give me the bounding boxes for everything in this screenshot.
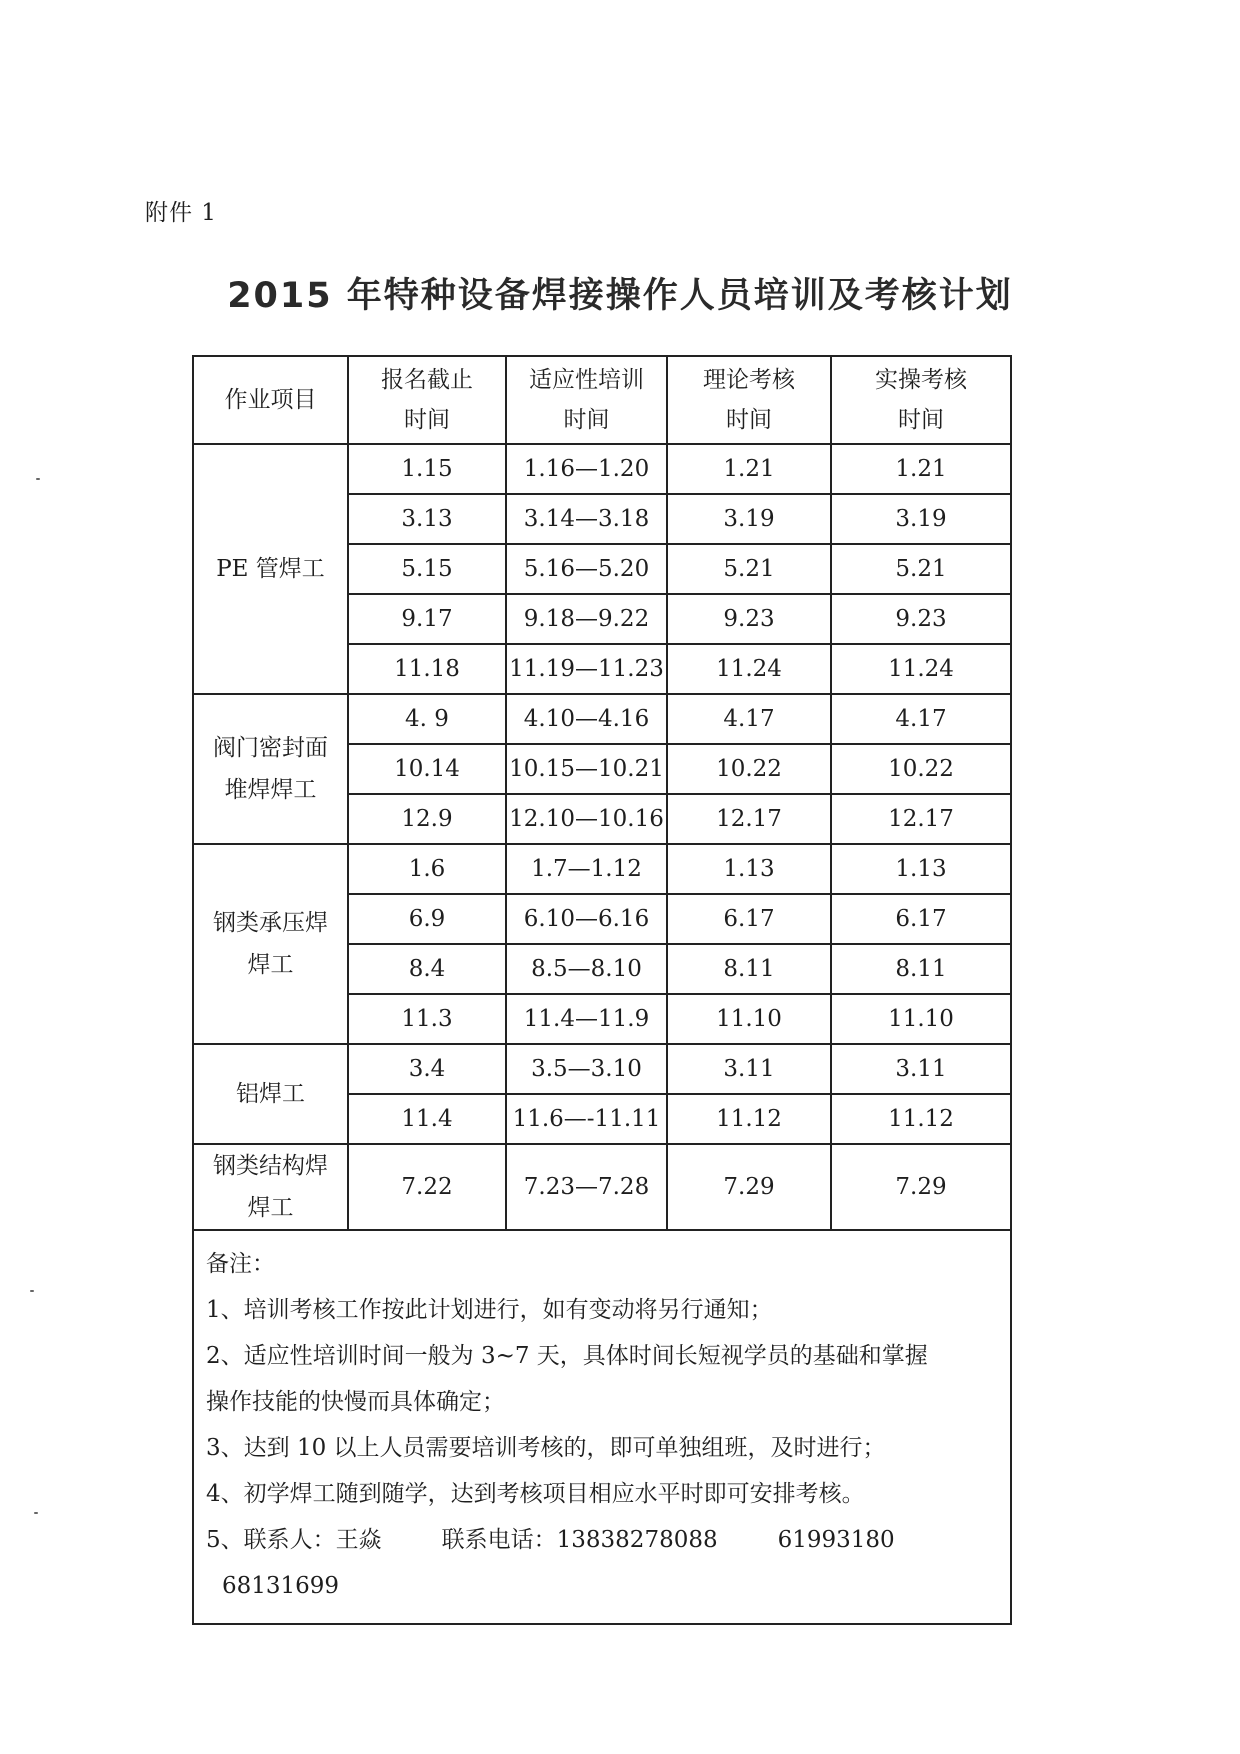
category-cell bbox=[193, 1144, 348, 1230]
theory-exam-cell: 3.11 bbox=[667, 1044, 831, 1094]
table-body bbox=[193, 356, 1011, 1230]
category-text: 铝焊工 bbox=[236, 1081, 305, 1107]
scan-speck bbox=[36, 478, 40, 480]
theory-exam-cell: 9.23 bbox=[667, 594, 831, 644]
training-period-cell: 12.10—10.16 bbox=[506, 794, 667, 844]
table-header-row bbox=[193, 356, 1011, 444]
practical-exam-cell: 7.29 bbox=[831, 1144, 1011, 1230]
registration-deadline-cell: 6.9 bbox=[348, 894, 506, 944]
header-text: 时间 bbox=[563, 407, 610, 433]
category-cell bbox=[193, 1044, 348, 1144]
training-period-cell: 3.5—3.10 bbox=[506, 1044, 667, 1094]
training-period-cell: 9.18—9.22 bbox=[506, 594, 667, 644]
header-cell-item bbox=[193, 356, 348, 444]
practical-exam-cell: 1.21 bbox=[831, 444, 1011, 494]
contact-phone-2: 61993180 bbox=[777, 1527, 895, 1553]
registration-deadline-cell: 3.13 bbox=[348, 494, 506, 544]
header-cell-adaptive-training bbox=[506, 356, 667, 444]
header-text: 适应性培训 bbox=[529, 367, 644, 393]
notes-section bbox=[193, 1230, 1011, 1624]
theory-exam-cell: 11.12 bbox=[667, 1094, 831, 1144]
note-item: 1、培训考核工作按此计划进行，如有变动将另行通知； bbox=[206, 1297, 773, 1323]
table-row bbox=[193, 444, 1011, 494]
registration-deadline-cell: 11.3 bbox=[348, 994, 506, 1044]
practical-exam-cell: 5.21 bbox=[831, 544, 1011, 594]
header-text: 理论考核 bbox=[703, 367, 795, 393]
practical-exam-cell: 9.23 bbox=[831, 594, 1011, 644]
category-text: PE 管焊工 bbox=[216, 556, 325, 582]
theory-exam-cell: 12.17 bbox=[667, 794, 831, 844]
scan-speck bbox=[34, 1512, 38, 1514]
theory-exam-cell: 8.11 bbox=[667, 944, 831, 994]
registration-deadline-cell: 11.18 bbox=[348, 644, 506, 694]
category-cell bbox=[193, 444, 348, 694]
contact-phone: 联系电话：13838278088 bbox=[441, 1527, 718, 1553]
practical-exam-cell: 8.11 bbox=[831, 944, 1011, 994]
registration-deadline-cell: 9.17 bbox=[348, 594, 506, 644]
header-text: 作业项目 bbox=[224, 387, 317, 413]
registration-deadline-cell: 1.6 bbox=[348, 844, 506, 894]
theory-exam-cell: 11.24 bbox=[667, 644, 831, 694]
training-period-cell: 5.16—5.20 bbox=[506, 544, 667, 594]
category-text: 焊工 bbox=[247, 952, 294, 978]
theory-exam-cell: 5.21 bbox=[667, 544, 831, 594]
theory-exam-cell: 1.13 bbox=[667, 844, 831, 894]
practical-exam-cell: 6.17 bbox=[831, 894, 1011, 944]
note-item: 3、达到 10 以上人员需要培训考核的，即可单独组班，及时进行； bbox=[206, 1435, 886, 1461]
category-text: 阀门密封面 bbox=[213, 735, 328, 761]
training-period-cell: 7.23—7.28 bbox=[506, 1144, 667, 1230]
training-period-cell: 11.19—11.23 bbox=[506, 644, 667, 694]
notes-heading: 备注： bbox=[206, 1251, 275, 1277]
practical-exam-cell: 11.12 bbox=[831, 1094, 1011, 1144]
page-title: 2015 年特种设备焊接操作人员培训及考核计划 bbox=[227, 276, 1013, 316]
registration-deadline-cell: 8.4 bbox=[348, 944, 506, 994]
training-period-cell: 6.10—6.16 bbox=[506, 894, 667, 944]
practical-exam-cell: 10.22 bbox=[831, 744, 1011, 794]
registration-deadline-cell: 11.4 bbox=[348, 1094, 506, 1144]
registration-deadline-cell: 3.4 bbox=[348, 1044, 506, 1094]
practical-exam-cell: 11.24 bbox=[831, 644, 1011, 694]
header-text: 实操考核 bbox=[875, 367, 967, 393]
notes-cell bbox=[193, 1230, 1011, 1624]
header-cell-registration-deadline bbox=[348, 356, 506, 444]
training-period-cell: 10.15—10.21 bbox=[506, 744, 667, 794]
header-text: 时间 bbox=[898, 407, 944, 433]
theory-exam-cell: 4.17 bbox=[667, 694, 831, 744]
category-text: 堆焊焊工 bbox=[224, 777, 317, 803]
training-period-cell: 11.4—11.9 bbox=[506, 994, 667, 1044]
registration-deadline-cell: 4. 9 bbox=[348, 694, 506, 744]
training-period-cell: 1.16—1.20 bbox=[506, 444, 667, 494]
category-cell bbox=[193, 844, 348, 1044]
header-text: 时间 bbox=[726, 407, 772, 433]
training-period-cell: 8.5—8.10 bbox=[506, 944, 667, 994]
note-item: 4、初学焊工随到随学，达到考核项目相应水平时即可安排考核。 bbox=[206, 1481, 865, 1507]
theory-exam-cell: 6.17 bbox=[667, 894, 831, 944]
notes-row bbox=[193, 1230, 1011, 1624]
practical-exam-cell: 3.11 bbox=[831, 1044, 1011, 1094]
note-item: 2、适应性培训时间一般为 3~7 天，具体时间长短视学员的基础和掌握 bbox=[206, 1343, 928, 1369]
category-cell bbox=[193, 694, 348, 844]
theory-exam-cell: 1.21 bbox=[667, 444, 831, 494]
practical-exam-cell: 12.17 bbox=[831, 794, 1011, 844]
header-text: 报名截止 bbox=[381, 367, 473, 393]
table-row bbox=[193, 694, 1011, 744]
practical-exam-cell: 1.13 bbox=[831, 844, 1011, 894]
registration-deadline-cell: 12.9 bbox=[348, 794, 506, 844]
training-period-cell: 11.6—-11.11 bbox=[506, 1094, 667, 1144]
header-text: 时间 bbox=[404, 407, 450, 433]
theory-exam-cell: 7.29 bbox=[667, 1144, 831, 1230]
note-item: 操作技能的快慢而具体确定； bbox=[206, 1389, 505, 1415]
category-text: 钢类结构焊 bbox=[213, 1153, 328, 1179]
header-cell-practical-exam bbox=[831, 356, 1011, 444]
contact-line bbox=[206, 1517, 998, 1609]
contact-phone-3: 68131699 bbox=[222, 1573, 340, 1599]
theory-exam-cell: 10.22 bbox=[667, 744, 831, 794]
category-text: 焊工 bbox=[247, 1195, 294, 1221]
registration-deadline-cell: 1.15 bbox=[348, 444, 506, 494]
table-row bbox=[193, 1044, 1011, 1094]
registration-deadline-cell: 7.22 bbox=[348, 1144, 506, 1230]
attachment-label: 附件 1 bbox=[145, 200, 217, 226]
practical-exam-cell: 11.10 bbox=[831, 994, 1011, 1044]
training-period-cell: 3.14—3.18 bbox=[506, 494, 667, 544]
theory-exam-cell: 11.10 bbox=[667, 994, 831, 1044]
scan-speck bbox=[30, 1290, 34, 1292]
contact-person: 5、联系人：王焱 bbox=[206, 1527, 382, 1553]
training-period-cell: 1.7—1.12 bbox=[506, 844, 667, 894]
theory-exam-cell: 3.19 bbox=[667, 494, 831, 544]
practical-exam-cell: 4.17 bbox=[831, 694, 1011, 744]
registration-deadline-cell: 5.15 bbox=[348, 544, 506, 594]
table-row bbox=[193, 1144, 1011, 1230]
training-period-cell: 4.10—4.16 bbox=[506, 694, 667, 744]
header-cell-theory-exam bbox=[667, 356, 831, 444]
category-text: 钢类承压焊 bbox=[213, 910, 328, 936]
table-row bbox=[193, 844, 1011, 894]
training-schedule-table bbox=[192, 355, 1012, 1625]
registration-deadline-cell: 10.14 bbox=[348, 744, 506, 794]
practical-exam-cell: 3.19 bbox=[831, 494, 1011, 544]
